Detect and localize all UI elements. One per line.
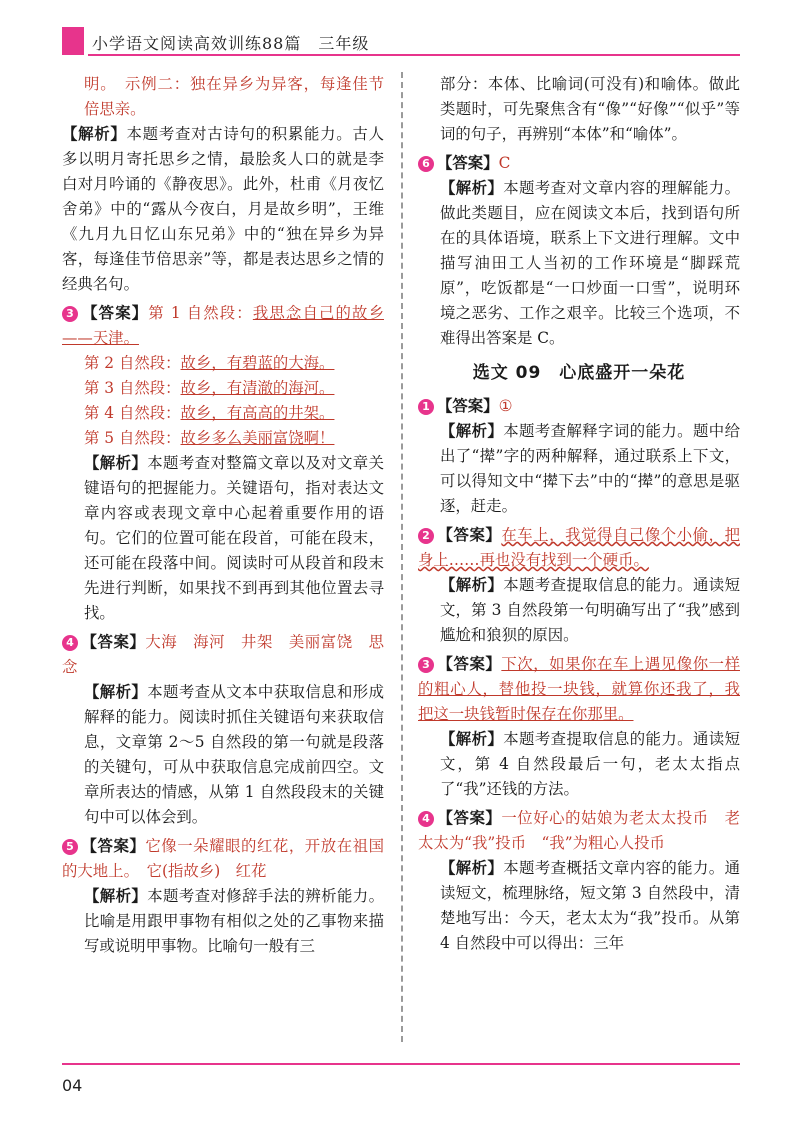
answer-label: 【答案】 [81, 304, 149, 322]
q3-item-5 [62, 426, 384, 451]
analysis-text: 本题考查解释字词的能力。题中给出了“撵”字的两种解释，通过联系上下文，可以得知文中“撵下去”中的“撵”的意思是驱逐，赶走。 [440, 422, 740, 515]
analysis-label: 【解析】 [440, 179, 504, 197]
q5-answer [62, 834, 384, 884]
answer-text: C [498, 154, 511, 172]
analysis-label: 【解析】 [440, 859, 504, 877]
q3-item-4-label: 第 4 自然段： [84, 404, 181, 422]
answer-label: 【答案】 [437, 655, 502, 673]
footer-rule [62, 1063, 740, 1065]
q6-analysis [418, 176, 740, 351]
s2-analysis [418, 573, 740, 648]
question-number-badge: 4 [62, 635, 78, 651]
analysis-text: 本题考查对修辞手法的辨析能力。比喻是用跟甲事物有相似之处的乙事物来描写或说明甲事物。比喻句一般有三 [84, 887, 384, 955]
q4-analysis [62, 680, 384, 830]
header-color-block [62, 27, 84, 55]
q3-item-2-label: 第 2 自然段： [84, 354, 181, 372]
answer-text: 大海 海河 井架 美丽富饶 思念 [62, 633, 384, 676]
answer-label: 【答案】 [437, 809, 502, 827]
answer-label: 【答案】 [81, 837, 146, 855]
analysis-text: 本题考查从文本中获取信息和形成解释的能力。阅读时抓住关键语句来获取信息，文章第 2～5 自然段的第一句就是段落的关键句，可从中获取信息完成前四空。文章所表达的情感，从第 1 自然段段末的关键句中可以体会到。 [84, 683, 384, 826]
s4-analysis [418, 856, 740, 956]
question-number-badge: 5 [62, 839, 78, 855]
s4-answer [418, 806, 740, 856]
answer-label: 【答案】 [81, 633, 146, 651]
page-header [62, 27, 740, 57]
analysis-label: 【解析】 [84, 454, 148, 472]
analysis-text: 本题考查对文章内容的理解能力。做此类题目，应在阅读文本后，找到语句所在的具体语境，联系上下文进行理解。文中描写油田工人当初的工作环境是“脚踩荒原”，吃饭都是“一口炒面一口雪”，说明环境之恶劣、工作之艰辛。比较三个选项，不难得出答案是 C。 [440, 179, 740, 347]
q3-item-2 [62, 351, 384, 376]
analysis-label: 【解析】 [440, 422, 504, 440]
left-column [62, 72, 384, 959]
question-number-badge: 6 [418, 156, 434, 172]
analysis-text: 本题考查对整篇文章以及对文章关键语句的把握能力。关键语句，指对表达文章内容或表现文章中心起着重要作用的语句。它们的位置可能在段首，可能在段末，还可能在段落中间。阅读时可从段首和段末先进行判断，如果找不到再到其他位置去寻找。 [84, 454, 384, 622]
answer-text: 一位好心的姑娘为老太太投币 老太太为“我”投币 “我”为粗心人投币 [418, 809, 740, 852]
analysis-text: 本题考查对古诗句的积累能力。古人多以明月寄托思乡之情，最脍炙人口的就是李白对月吟诵的《静夜思》。此外，杜甫《月夜忆舍弟》中的“露从今夜白，月是故乡明”，王维《九月九日忆山东兄弟》中的“独在异乡为异客，每逢佳节倍思亲”等，都是表达思乡之情的经典名句。 [62, 125, 384, 293]
answer-text: 下次，如果你在车上遇见像你一样的粗心人，替他投一块钱，就算你还我了，我把这一块钱暂时保存在你那里。 [418, 655, 740, 723]
question-number-badge: 4 [418, 811, 434, 827]
q3-item-4-text: 故乡，有高高的井架。 [180, 404, 335, 422]
analysis-block [62, 122, 384, 297]
question-number-badge: 1 [418, 399, 434, 415]
analysis-label: 【解析】 [440, 576, 504, 594]
page-number: 04 [62, 1076, 83, 1095]
q3-item-5-label: 第 5 自然段： [84, 429, 181, 447]
q3-answer [62, 301, 384, 351]
answer-label: 【答案】 [437, 154, 499, 172]
s3-analysis [418, 727, 740, 802]
analysis-label: 【解析】 [440, 730, 504, 748]
answer-label: 【答案】 [437, 397, 499, 415]
q4-answer [62, 630, 384, 680]
answer-text: 它像一朵耀眼的红花，开放在祖国的大地上。 它(指故乡) 红花 [62, 837, 384, 880]
q3-analysis [62, 451, 384, 626]
q5-analysis [62, 884, 384, 959]
s2-answer [418, 523, 740, 573]
q3-item-3 [62, 376, 384, 401]
s1-answer [418, 394, 740, 419]
answer-text: 在车上，我觉得自己像个小偷，把身上……再也没有找到一个硬币。 [418, 526, 740, 569]
q3-item-3-text: 故乡，有清澈的海河。 [180, 379, 335, 397]
question-number-badge: 3 [418, 657, 434, 673]
q3-item-5-text: 故乡多么美丽富饶啊！ [180, 429, 335, 447]
analysis-label: 【解析】 [62, 125, 127, 143]
analysis-text: 本题考查提取信息的能力。通读短文，第 4 自然段最后一句，老太太指点了“我”还钱的方法。 [440, 730, 740, 798]
question-number-badge: 3 [62, 306, 78, 322]
section-title: 选文 09 心底盛开一朵花 [472, 363, 686, 383]
continued-answer: 明。 示例二：独在异乡为异客，每逢佳节倍思亲。 [84, 75, 384, 118]
q6-answer [418, 151, 740, 176]
q3-item-3-label: 第 3 自然段： [84, 379, 181, 397]
s3-answer [418, 652, 740, 727]
q3-item-1-label: 第 1 自然段： [148, 304, 253, 322]
analysis-text: 本题考查提取信息的能力。通读短文，第 3 自然段第一句明确写出了“我”感到尴尬和狼狈的原因。 [440, 576, 740, 644]
q3-item-1-text: 我思念自己的故乡——天津。 [62, 304, 384, 347]
question-number-badge: 2 [418, 528, 434, 544]
analysis-label: 【解析】 [84, 887, 148, 905]
s1-analysis [418, 419, 740, 519]
q3-item-2-text: 故乡，有碧蓝的大海。 [180, 354, 335, 372]
right-column [418, 72, 740, 956]
column-divider [401, 72, 403, 1042]
answer-text: ① [498, 397, 513, 415]
continued-analysis: 部分：本体、比喻词(可没有)和喻体。做此类题时，可先聚焦含有“像”“好像”“似乎”等词的句子，再辨别“本体”和“喻体”。 [440, 75, 740, 143]
header-rule [88, 54, 740, 56]
book-title: 小学语文阅读高效训练88篇 三年级 [92, 34, 370, 53]
answer-label: 【答案】 [437, 526, 502, 544]
analysis-text: 本题考查概括文章内容的能力。通读短文，梳理脉络，短文第 3 自然段中，清楚地写出：今天，老太太为“我”投币。从第 4 自然段中可以得出：三年 [440, 859, 740, 952]
q3-item-4 [62, 401, 384, 426]
analysis-label: 【解析】 [84, 683, 148, 701]
